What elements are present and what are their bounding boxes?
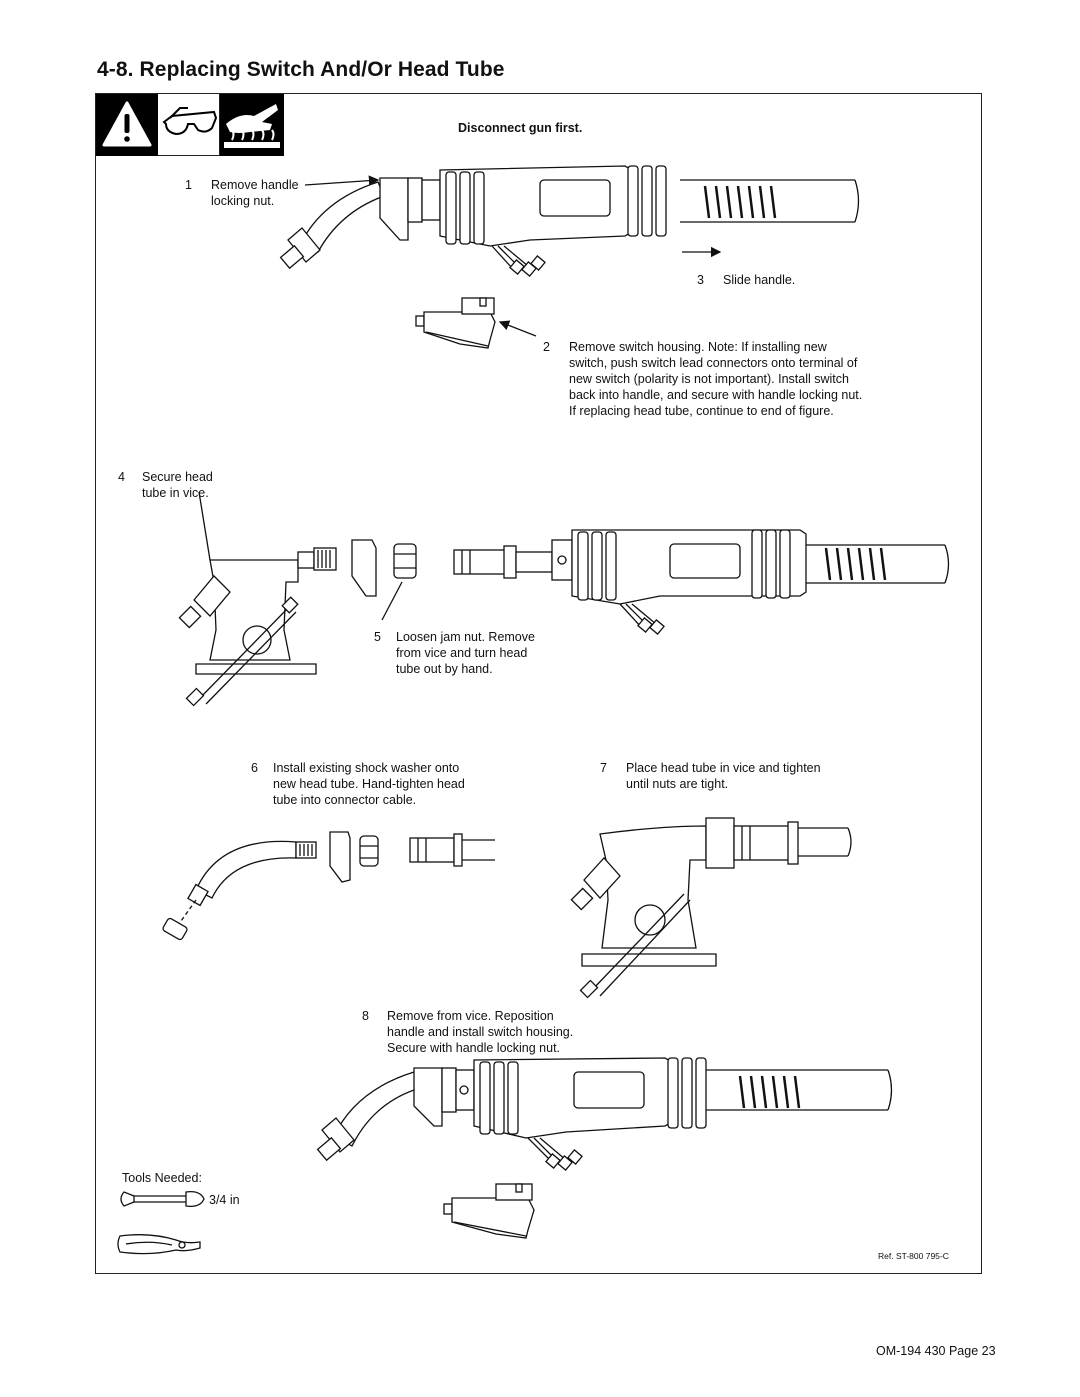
disconnect-warning: Disconnect gun first. — [458, 121, 583, 135]
step-text: Place head tube in vice and tighten until nuts are tight. — [626, 761, 821, 791]
page-footer: OM-194 430 Page 23 — [876, 1344, 996, 1358]
step-text: Slide handle. — [723, 273, 796, 287]
step-number: 5 — [374, 630, 381, 644]
step-text: Loosen jam nut. Remove from vice and turn head tube out by hand. — [396, 630, 535, 676]
tools-needed-label: Tools Needed: — [122, 1171, 202, 1185]
step-number: 6 — [251, 761, 258, 775]
reference-number: Ref. ST-800 795-C — [878, 1251, 949, 1261]
step-number: 1 — [185, 178, 192, 192]
handle-assembly-middle — [454, 530, 949, 634]
step-number: 2 — [543, 340, 550, 354]
wrench-icon — [121, 1192, 204, 1207]
vice-with-head-tube — [179, 492, 336, 705]
step-number: 8 — [362, 1009, 369, 1023]
wrench-size: 3/4 in — [209, 1193, 240, 1207]
switch-housing-top — [416, 298, 536, 348]
step-text: Install existing shock washer onto new head tube. Hand-tighten head tube into connector cable. — [273, 761, 465, 807]
step-number: 3 — [697, 273, 704, 287]
gun-assembly-bottom — [318, 1058, 892, 1170]
vice-tightening — [571, 818, 851, 997]
jam-nut-and-washer — [352, 540, 416, 620]
step-text: Remove from vice. Reposition handle and install switch housing. Secure with handle locking nut. — [387, 1009, 574, 1055]
new-head-tube-parts — [162, 832, 495, 941]
step-text: Remove switch housing. Note: If installing new switch, push switch lead connectors onto terminal of new switch (polarity is not important). Install switch back into handle, and secure with handle locking nut. If replacing head tube, continue to end of figure. — [569, 340, 863, 418]
gun-assembly-top — [281, 166, 859, 276]
step-number: 4 — [118, 470, 125, 484]
page-title: 4-8. Replacing Switch And/Or Head Tube — [97, 58, 505, 81]
step-text: Remove handle locking nut. — [211, 178, 299, 208]
pliers-icon — [118, 1235, 200, 1254]
switch-housing-bottom — [444, 1184, 534, 1238]
step-number: 7 — [600, 761, 607, 775]
step-text: Secure head tube in vice. — [142, 470, 213, 500]
